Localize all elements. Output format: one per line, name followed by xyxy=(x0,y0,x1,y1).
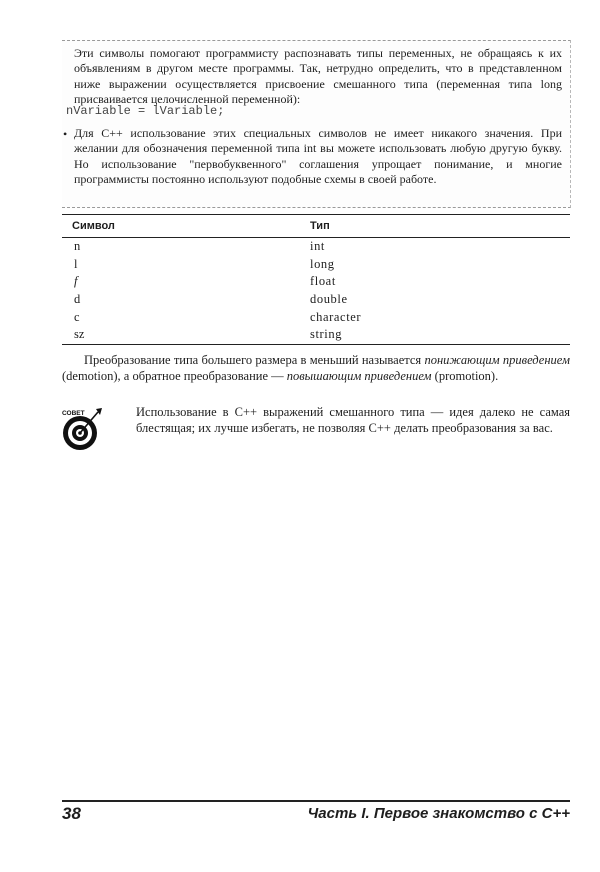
footer-rule xyxy=(62,800,570,802)
column-header-type: Тип xyxy=(310,220,330,232)
cell-symbol: l xyxy=(74,257,78,271)
code-example: nVariable = lVariable; xyxy=(66,104,225,118)
cell-type: int xyxy=(310,239,325,253)
table-row xyxy=(62,274,570,292)
term-promotion: повышающим приведением xyxy=(286,369,432,383)
term-demotion: понижающим приведением xyxy=(424,353,570,367)
body-text-c: (promotion). xyxy=(431,369,499,383)
cell-symbol: sz xyxy=(74,327,85,341)
cell-type: double xyxy=(310,292,348,306)
body-paragraph xyxy=(62,352,570,384)
tip-icon-label: СОВЕТ xyxy=(62,410,85,417)
table-row xyxy=(62,310,570,328)
body-text-a: Преобразование типа большего размера в меньший называется xyxy=(84,353,425,367)
table-body xyxy=(62,237,570,345)
cell-type: float xyxy=(310,274,336,288)
bullet-marker: • xyxy=(63,127,68,141)
cell-type: long xyxy=(310,257,335,271)
table-header xyxy=(62,214,570,238)
page-number: 38 xyxy=(62,804,81,823)
cell-type: character xyxy=(310,310,362,324)
sidebar-paragraph-2: Для С++ использование этих специальных символов не имеет никакого значения. При желании для обозначения переменной типа int вы можете использовать любую другую букву. Но использование "первобуквенного" соглашения упрощает понимание, и многие программисты постоянно используют подобные схемы в своей работе. xyxy=(74,126,562,187)
column-header-symbol: Символ xyxy=(72,220,115,232)
cell-symbol: d xyxy=(74,292,81,306)
table-row xyxy=(62,292,570,310)
sidebar-paragraph-1: Эти символы помогают программисту распознавать типы переменных, не обращаясь к их объявлениям в другом месте программы. Так, нетрудно определить, что в представленном ниже выражении осуществляется присвоение смешанного типа (переменная типа long присваивается целочисленной переменной): xyxy=(74,46,562,107)
cell-type: string xyxy=(310,327,343,341)
table-row xyxy=(62,239,570,257)
table-row xyxy=(62,257,570,275)
body-text-b: (demotion), а обратное преобразование — xyxy=(62,369,287,383)
tip-icon xyxy=(60,406,104,452)
cell-symbol: c xyxy=(74,310,80,324)
running-footer-title: Часть I. Первое знакомство с С++ xyxy=(307,805,570,822)
tip-text: Использование в С++ выражений смешанного типа — идея далеко не самая блестящая; их лучше избегать, не позволяя С++ делать преобразования за вас. xyxy=(136,405,570,435)
cell-symbol: f xyxy=(74,274,78,288)
table-row xyxy=(62,327,570,345)
cell-symbol: n xyxy=(74,239,81,253)
